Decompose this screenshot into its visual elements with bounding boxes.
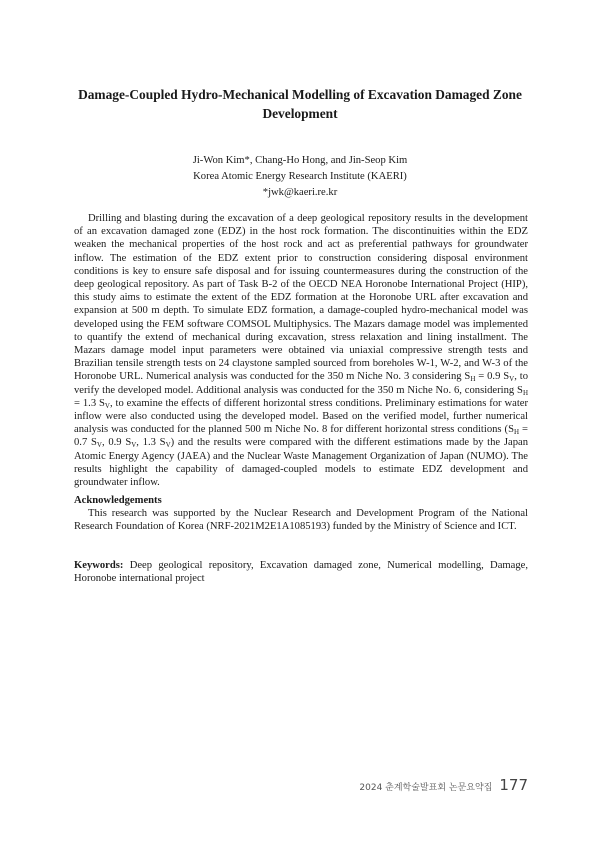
paper-title: Damage-Coupled Hydro-Mechanical Modelling of Excavation Damaged Zone Development	[78, 87, 522, 121]
authors: Ji-Won Kim*, Chang-Ho Hong, and Jin-Seop Kim	[192, 155, 408, 166]
keywords-label: Keywords:	[74, 560, 124, 571]
abstract: Drilling and blasting during the excavation of a deep geological repository results in the development of an excavation damaged zone (EDZ) in the host rock formation. The discontinuities within the EDZ weaken the mechanical properties of the host rock and act as preferential pathways for groundwater inflow. The estimation of the EDZ extent prior to construction considering disposal environment conditions is key to ensure safe disposal and for issuing countermeasures during the construction of the deep geological repository. As part of Task B-2 of the OECD NEA Horonobe International Project (HIP), this study aims to estimate the extent of the EDZ formation at the Horonobe URL after excavation and expansion at 500 m depth. To simulate EDZ formation, a damage-coupled hydro-mechanical model was developed using the FEM software COMSOL Multiphysics. The Mazars damage model was implemented to quantify the extend of mechanical during excavation, stress relaxation and lining installment. The Mazars damage model input parameters were obtained via uniaxial compressive strength tests and Brazilian tensile strength tests on 24 claystone sampled sourced from boreholes W-1, W-2, and W-3 of the Horonobe URL. Numerical analysis was conducted for the 350 m Niche No. 3 considering $S_H = 0.9$ $S_V$, to verify the developed model. Additional analysis was conducted for the 350 m Niche No. 6, considering $S_H = 1.3$ $S_V$, to examine the effects of different horizontal stress conditions. Preliminary estimations for water inflow were also conducted using the developed model. Based on the verified model, further numerical analysis was conducted for the planned 500 m Niche No. 8 for different horizontal stress conditions ($S_H = 0.7$ $S_V$, 0.9 $S_V$, 1.3 $S_V$) and the results were compared with the different estimations made by the Japan Atomic Energy Agency (JAEA) and the Nuclear Waste Management Organization of Japan (NUMO). The results highlight the capability of damaged-coupled models to estimate EDZ development and groundwater inflow.	[74, 213, 529, 489]
page-number: 177	[499, 776, 528, 794]
acknowledgements-body: This research was supported by the Nuclear Research and Development Program of the National Research Foundation of Korea (NRF-2021M2E1A1085193) funded by the Ministry of Science and ICT.	[74, 508, 528, 533]
keywords-text: Deep geological repository, Excavation damaged zone, Numerical modelling, Damage, Horonobe international project	[74, 560, 528, 585]
affiliation: Korea Atomic Energy Research Institute (KAERI)	[193, 171, 407, 182]
email: *jwk@kaeri.re.kr	[262, 187, 338, 198]
page-footer	[359, 776, 528, 794]
conference-name: 2024 춘계학술발표회 논문요약집	[359, 783, 493, 793]
keywords	[74, 559, 528, 585]
acknowledgements-heading: Acknowledgements	[74, 495, 162, 506]
